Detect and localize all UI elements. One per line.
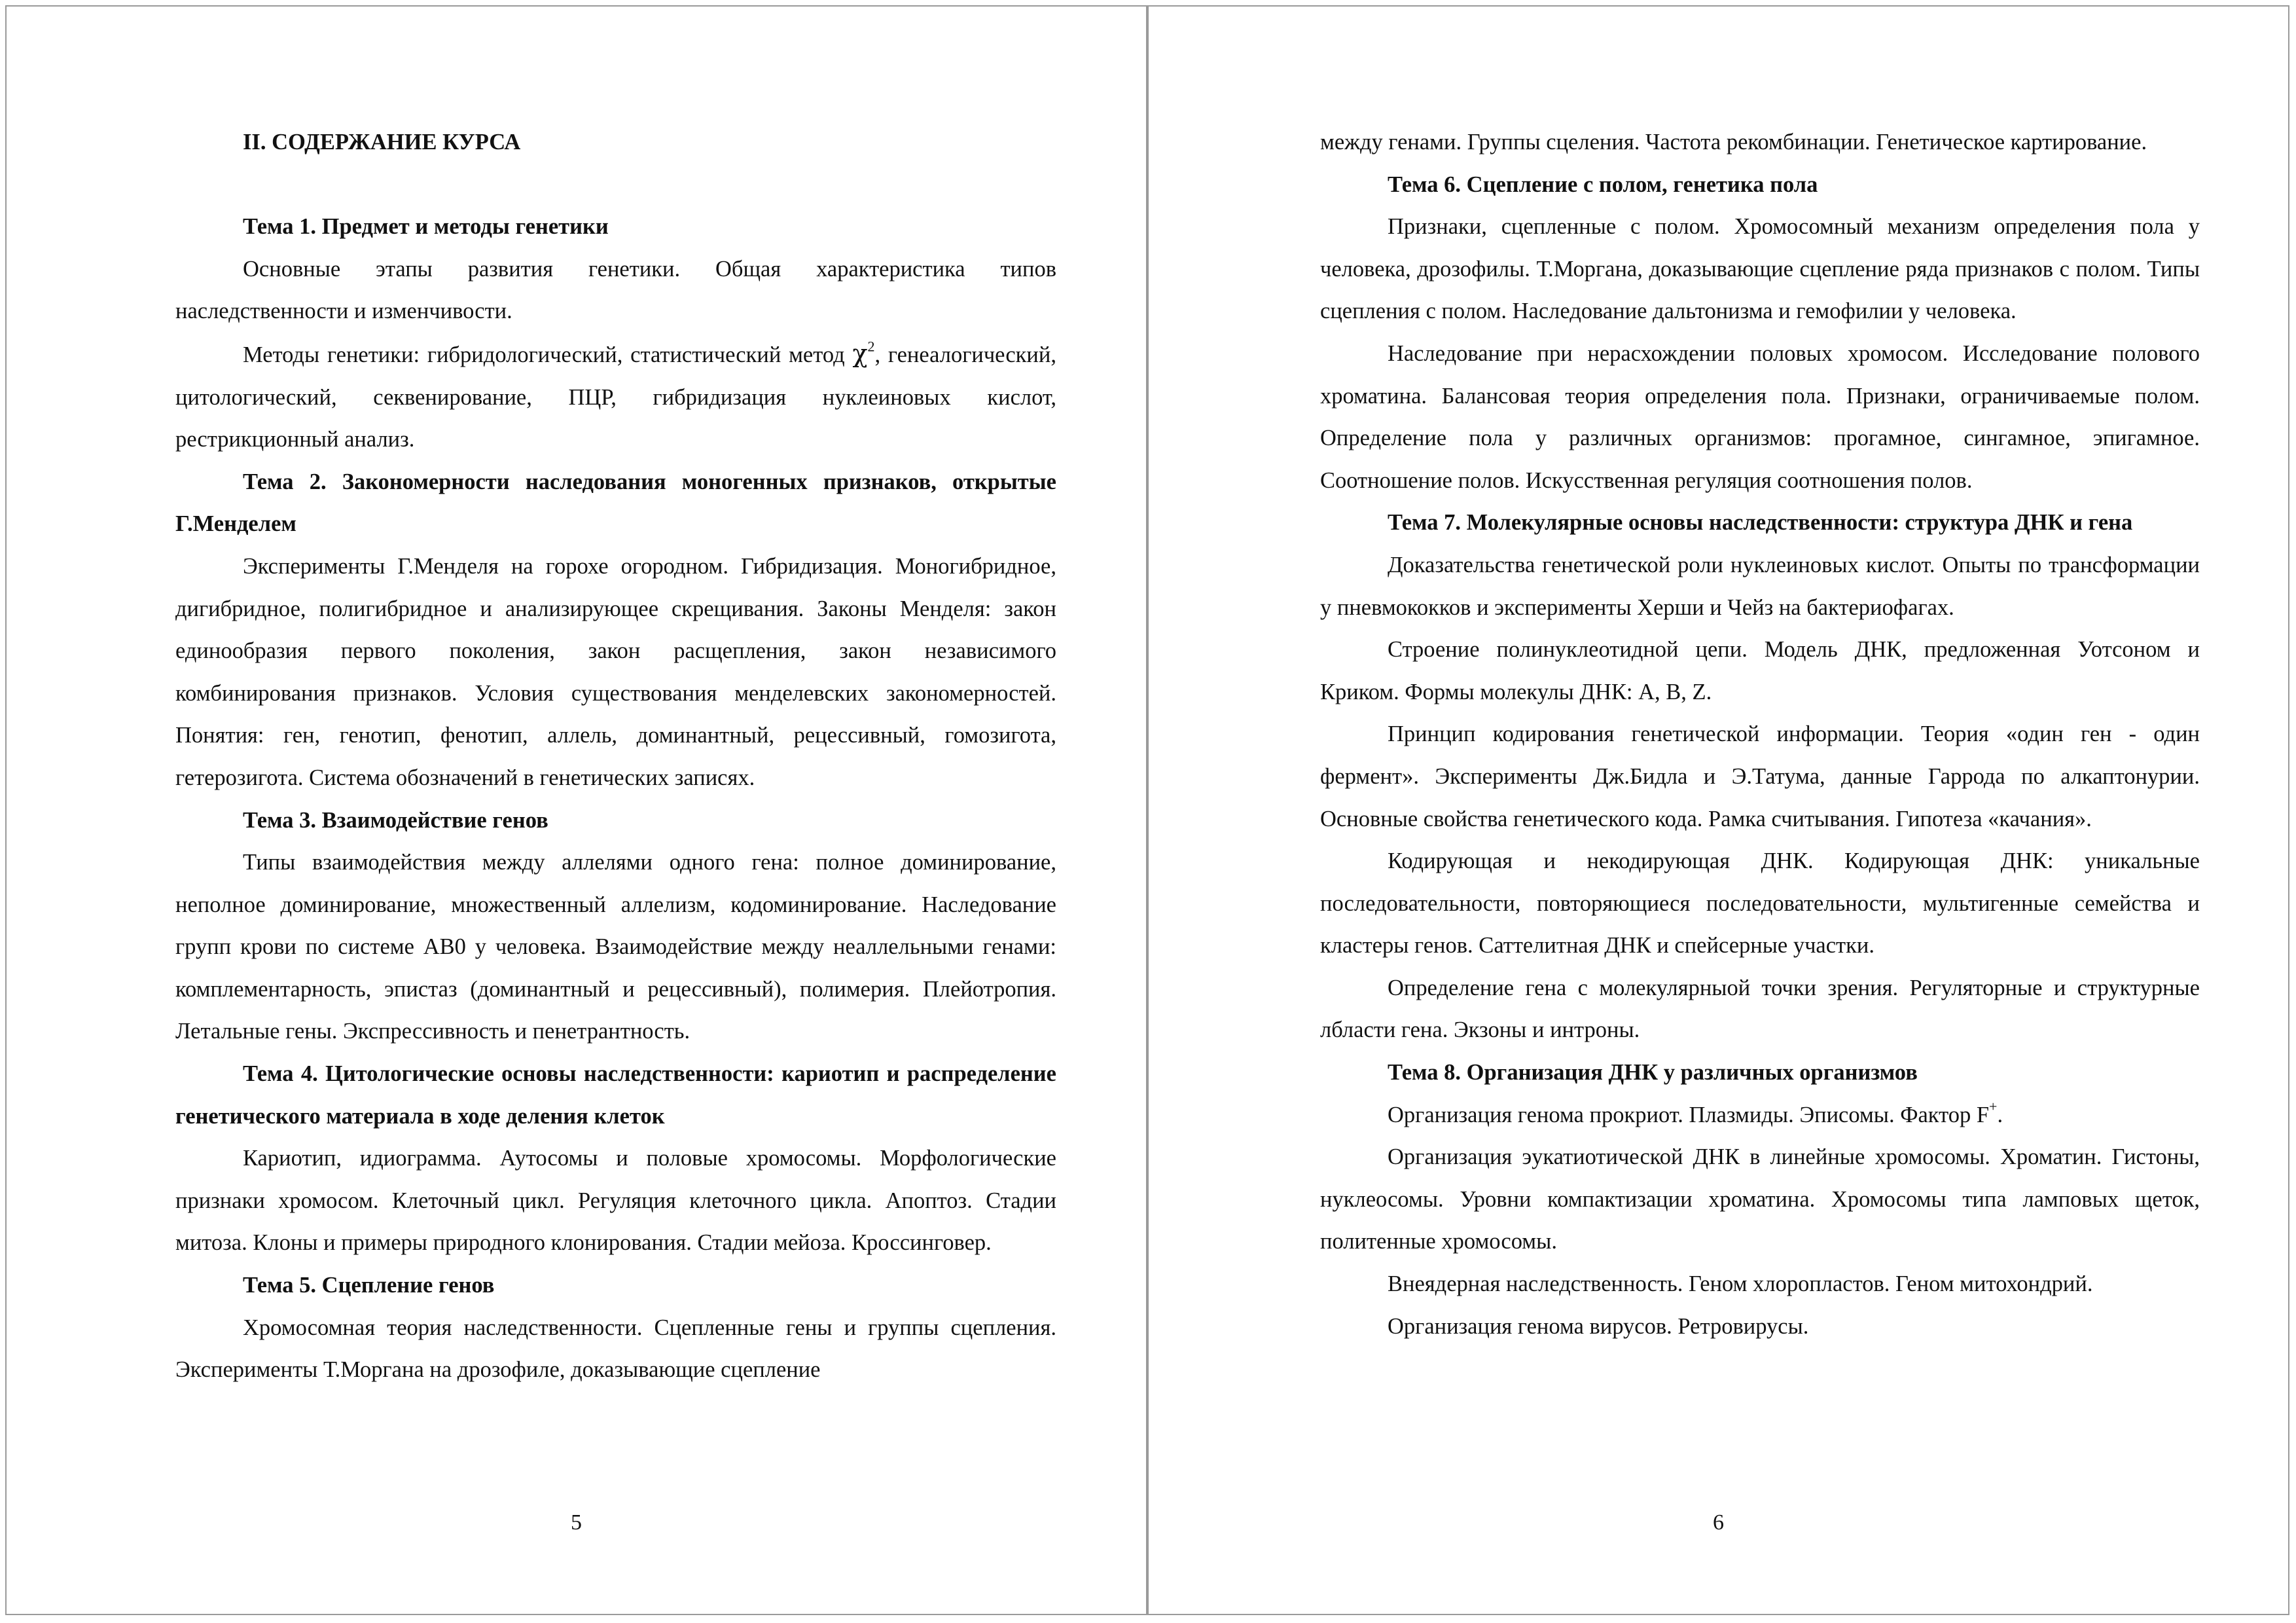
page-left: [5, 5, 1147, 1615]
topic-2-paragraph-1: Эксперименты Г.Менделя на горохе огородном. Гибридизация. Моногибридное, дигибридное, полигибридное и анализирующее скрещивания. Законы Менделя: закон единообразия первого поколения, закон расщепления, закон независимого комбинирования признаков. Условия существования менделевских закономерностей. Понятия: ген, генотип, фенотип, аллель, доминантный, рецессивный, гомозигота, гетерозигота. Система обозначений в генетических записях.: [175, 553, 1056, 790]
topic-7-paragraph-2: Строение полинуклеотидной цепи. Модель ДНК, предложенная Уотсоном и Криком. Формы молекулы ДНК: A, B, Z.: [1320, 637, 2200, 704]
topic-5-heading: Тема 5. Сцепление генов: [243, 1273, 495, 1298]
topic-8-paragraph-2: Организация эукатиотической ДНК в линейные хромосомы. Хроматин. Гистоны, нуклеосомы. Уровни компактизации хроматина. Хромосомы типа ламповых щеток, политенные хромосомы.: [1320, 1144, 2200, 1254]
topic-8-paragraph-1-end: .: [1997, 1102, 2003, 1127]
topic-3-paragraph-1: Типы взаимодействия между аллелями одного гена: полное доминирование, неполное доминирование, множественный аллелизм, кодоминирование. Наследование групп крови по системе АВ0 у человека. Взаимодействие между неаллельными генами: комплементарность, эпистаз (доминантный и рецессивный), полимерия. Плейотропия. Летальные гены. Экспрессивность и пенетрантность.: [175, 850, 1056, 1044]
topic-7-paragraph-5: Определение гена с молекулярныой точки зрения. Регуляторные и структурные лбласти гена. Экзоны и интроны.: [1320, 975, 2200, 1043]
topic-1-paragraph-2-start: Методы генетики: гибридологический, статистический метод: [243, 342, 853, 367]
topic-1-paragraph-1: Основные этапы развития генетики. Общая характеристика типов наследственности и изменчивости.: [175, 256, 1056, 324]
chi-square-exponent: 2: [867, 338, 875, 355]
topic-8-paragraph-4: Организация генома вирусов. Ретровирусы.: [1388, 1313, 1809, 1339]
page-number-left: 5: [571, 1510, 582, 1535]
factor-f-plus-superscript: +: [1989, 1098, 1998, 1115]
topic-7-paragraph-3: Принцип кодирования генетической информации. Теория «один ген - один фермент». Эксперименты Дж.Бидла и Э.Татума, данные Гаррода по алкаптонурии. Основные свойства генетического кода. Рамка считывания. Гипотеза «качания».: [1320, 721, 2200, 831]
page-right-content: [1320, 121, 2200, 1347]
topic-2-heading: Тема 2. Закономерности наследования моногенных признаков, открытые Г.Менделем: [175, 469, 1056, 537]
topic-4-heading: Тема 4. Цитологические основы наследственности: кариотип и распределение генетического материала в ходе деления клеток: [175, 1061, 1056, 1129]
continuation-paragraph: между генами. Группы сцеления. Частота рекомбинации. Генетическое картирование.: [1320, 130, 2147, 155]
page-number-right: 6: [1713, 1510, 1724, 1535]
page-right: [1147, 5, 2289, 1615]
topic-8-paragraph-1-text: Организация генома прокриот. Плазмиды. Эписомы. Фактор F: [1388, 1102, 1990, 1127]
topic-8-paragraph-1: [1320, 1094, 2200, 1137]
topic-6-paragraph-1: Признаки, сцепленные с полом. Хромосомный механизм определения пола у человека, дрозофилы. Т.Моргана, доказывающие сцепление ряда признаков с полом. Типы сцепления с полом. Наследование дальтонизма и гемофилии у человека.: [1320, 214, 2200, 324]
topic-8-heading: Тема 8. Организация ДНК у различных организмов: [1388, 1060, 1918, 1085]
topic-4-paragraph-1: Кариотип, идиограмма. Аутосомы и половые хромосомы. Морфологические признаки хромосом. Клеточный цикл. Регуляция клеточного цикла. Апоптоз. Стадии митоза. Клоны и примеры природного клонирования. Стадии мейоза. Кроссинговер.: [175, 1146, 1056, 1256]
topic-6-heading: Тема 6. Сцепление с полом, генетика пола: [1388, 172, 1818, 197]
page-left-content: [175, 121, 1056, 1391]
topic-1-heading: Тема 1. Предмет и методы генетики: [243, 214, 609, 240]
topic-6-paragraph-2: Наследование при нерасхождении половых хромосом. Исследование полового хроматина. Балансовая теория определения пола. Признаки, ограничиваемые полом. Определение пола у различных организмов: прогамное, сингамное, эпигамное. Соотношение полов. Искусственная регуляция соотношения полов.: [1320, 340, 2200, 493]
chi-square-symbol: χ: [852, 338, 868, 368]
topic-7-paragraph-1: Доказательства генетической роли нуклеиновых кислот. Опыты по трансформации у пневмококков и эксперименты Херши и Чейз на бактериофагах.: [1320, 552, 2200, 620]
section-title: II. СОДЕРЖАНИЕ КУРСА: [243, 130, 521, 155]
topic-7-paragraph-4: Кодирующая и некодирующая ДНК. Кодирующая ДНК: уникальные последовательности, повторяющиеся последовательности, мультигенные семейства и кластеры генов. Саттелитная ДНК и спейсерные участки.: [1320, 848, 2200, 958]
topic-7-heading: Тема 7. Молекулярные основы наследственности: структура ДНК и гена: [1388, 510, 2133, 536]
topic-1-paragraph-2-end: , генеалогический, цитологический, секвенирование, ПЦР, гибридизация нуклеиновых кислот, рестрикционный анализ.: [175, 342, 1056, 452]
topic-1-paragraph-2: [175, 333, 1056, 461]
topic-8-paragraph-3: Внеядерная наследственность. Геном хлоропластов. Геном митохондрий.: [1388, 1271, 2093, 1297]
topic-3-heading: Тема 3. Взаимодействие генов: [243, 807, 548, 833]
topic-5-paragraph-1: Хромосомная теория наследственности. Сцепленные гены и группы сцепления. Эксперименты Т.Моргана на дрозофиле, доказывающие сцепление: [175, 1315, 1056, 1383]
